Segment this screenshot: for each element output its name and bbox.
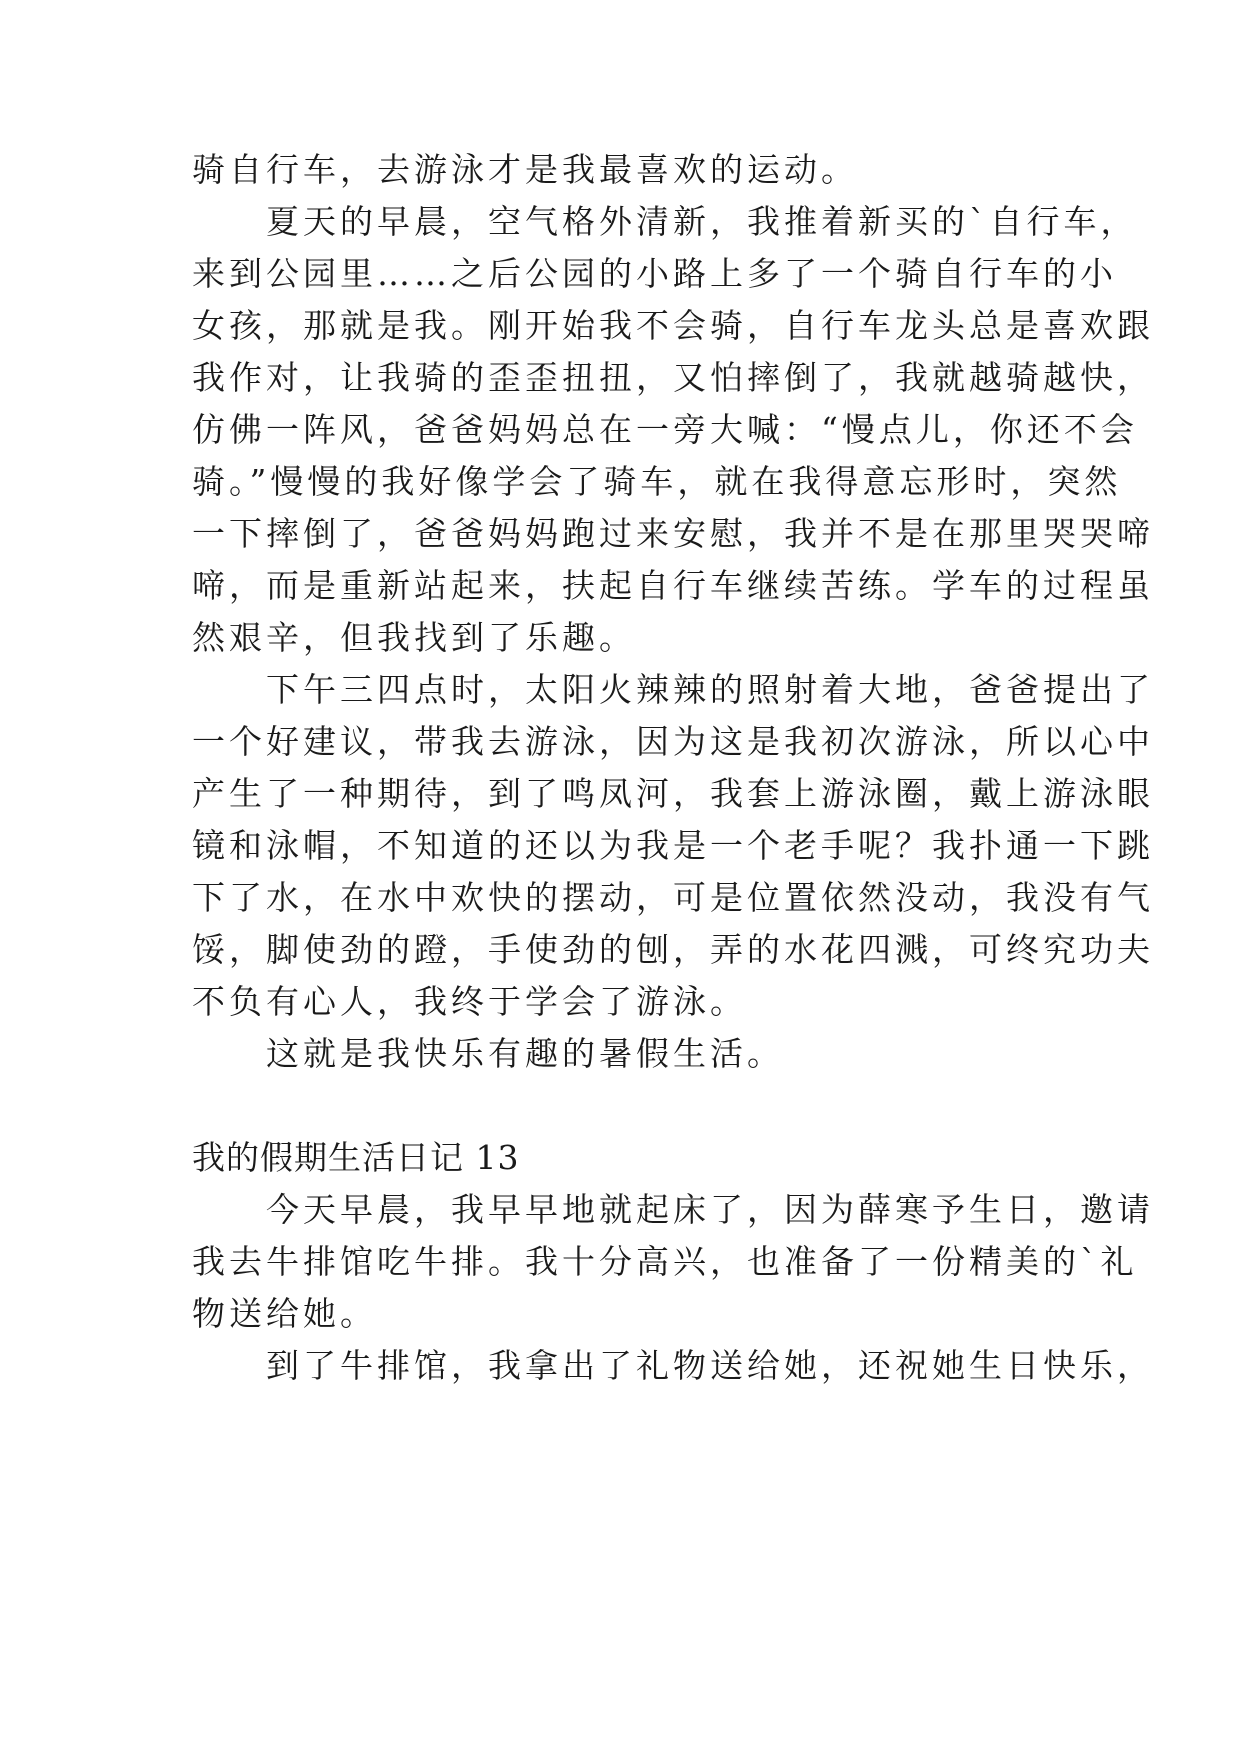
text-line: 女孩，那就是我。刚开始我不会骑，自行车龙头总是喜欢跟 (192, 306, 1154, 345)
text-line: 仿佛一阵风，爸爸妈妈总在一旁大喊：“慢点儿，你还不会 (192, 410, 1138, 449)
text-line: 镜和泳帽，不知道的还以为我是一个老手呢？我扑通一下跳 (192, 826, 1154, 865)
text-line: 骑自行车，去游泳才是我最喜欢的运动。 (192, 150, 858, 189)
text-line: 这就是我快乐有趣的暑假生活。 (192, 1034, 784, 1073)
text-line: 一下摔倒了，爸爸妈妈跑过来安慰，我并不是在那里哭哭啼 (192, 514, 1154, 553)
text-line: 馁，脚使劲的蹬，手使劲的刨，弄的水花四溅，可终究功夫 (192, 930, 1154, 969)
text-line: 我去牛排馆吃牛排。我十分高兴，也准备了一份精美的`礼 (192, 1242, 1138, 1281)
text-line: 夏天的早晨，空气格外清新，我推着新买的`自行车， (192, 202, 1138, 241)
text-line: 我作对，让我骑的歪歪扭扭，又怕摔倒了，我就越骑越快， (192, 358, 1154, 397)
text-line: 今天早晨，我早早地就起床了，因为薛寒予生日，邀请 (192, 1190, 1154, 1229)
section-heading: 我的假期生活日记 13 (192, 1138, 520, 1177)
text-line: 骑。”慢慢的我好像学会了骑车，就在我得意忘形时，突然 (192, 462, 1122, 501)
text-line: 不负有心人，我终于学会了游泳。 (192, 982, 747, 1021)
text-line: 到了牛排馆，我拿出了礼物送给她，还祝她生日快乐， (192, 1346, 1154, 1385)
text-line: 来到公园里……之后公园的小路上多了一个骑自行车的小 (192, 254, 1117, 293)
text-line: 然艰辛，但我找到了乐趣。 (192, 618, 636, 657)
text-line: 一个好建议，带我去游泳，因为这是我初次游泳，所以心中 (192, 722, 1154, 761)
text-line: 下了水，在水中欢快的摆动，可是位置依然没动，我没有气 (192, 878, 1154, 917)
text-line: 产生了一种期待，到了鸣凤河，我套上游泳圈，戴上游泳眼 (192, 774, 1154, 813)
text-line: 下午三四点时，太阳火辣辣的照射着大地，爸爸提出了 (192, 670, 1154, 709)
text-line: 啼，而是重新站起来，扶起自行车继续苦练。学车的过程虽 (192, 566, 1154, 605)
text-line: 物送给她。 (192, 1294, 377, 1333)
